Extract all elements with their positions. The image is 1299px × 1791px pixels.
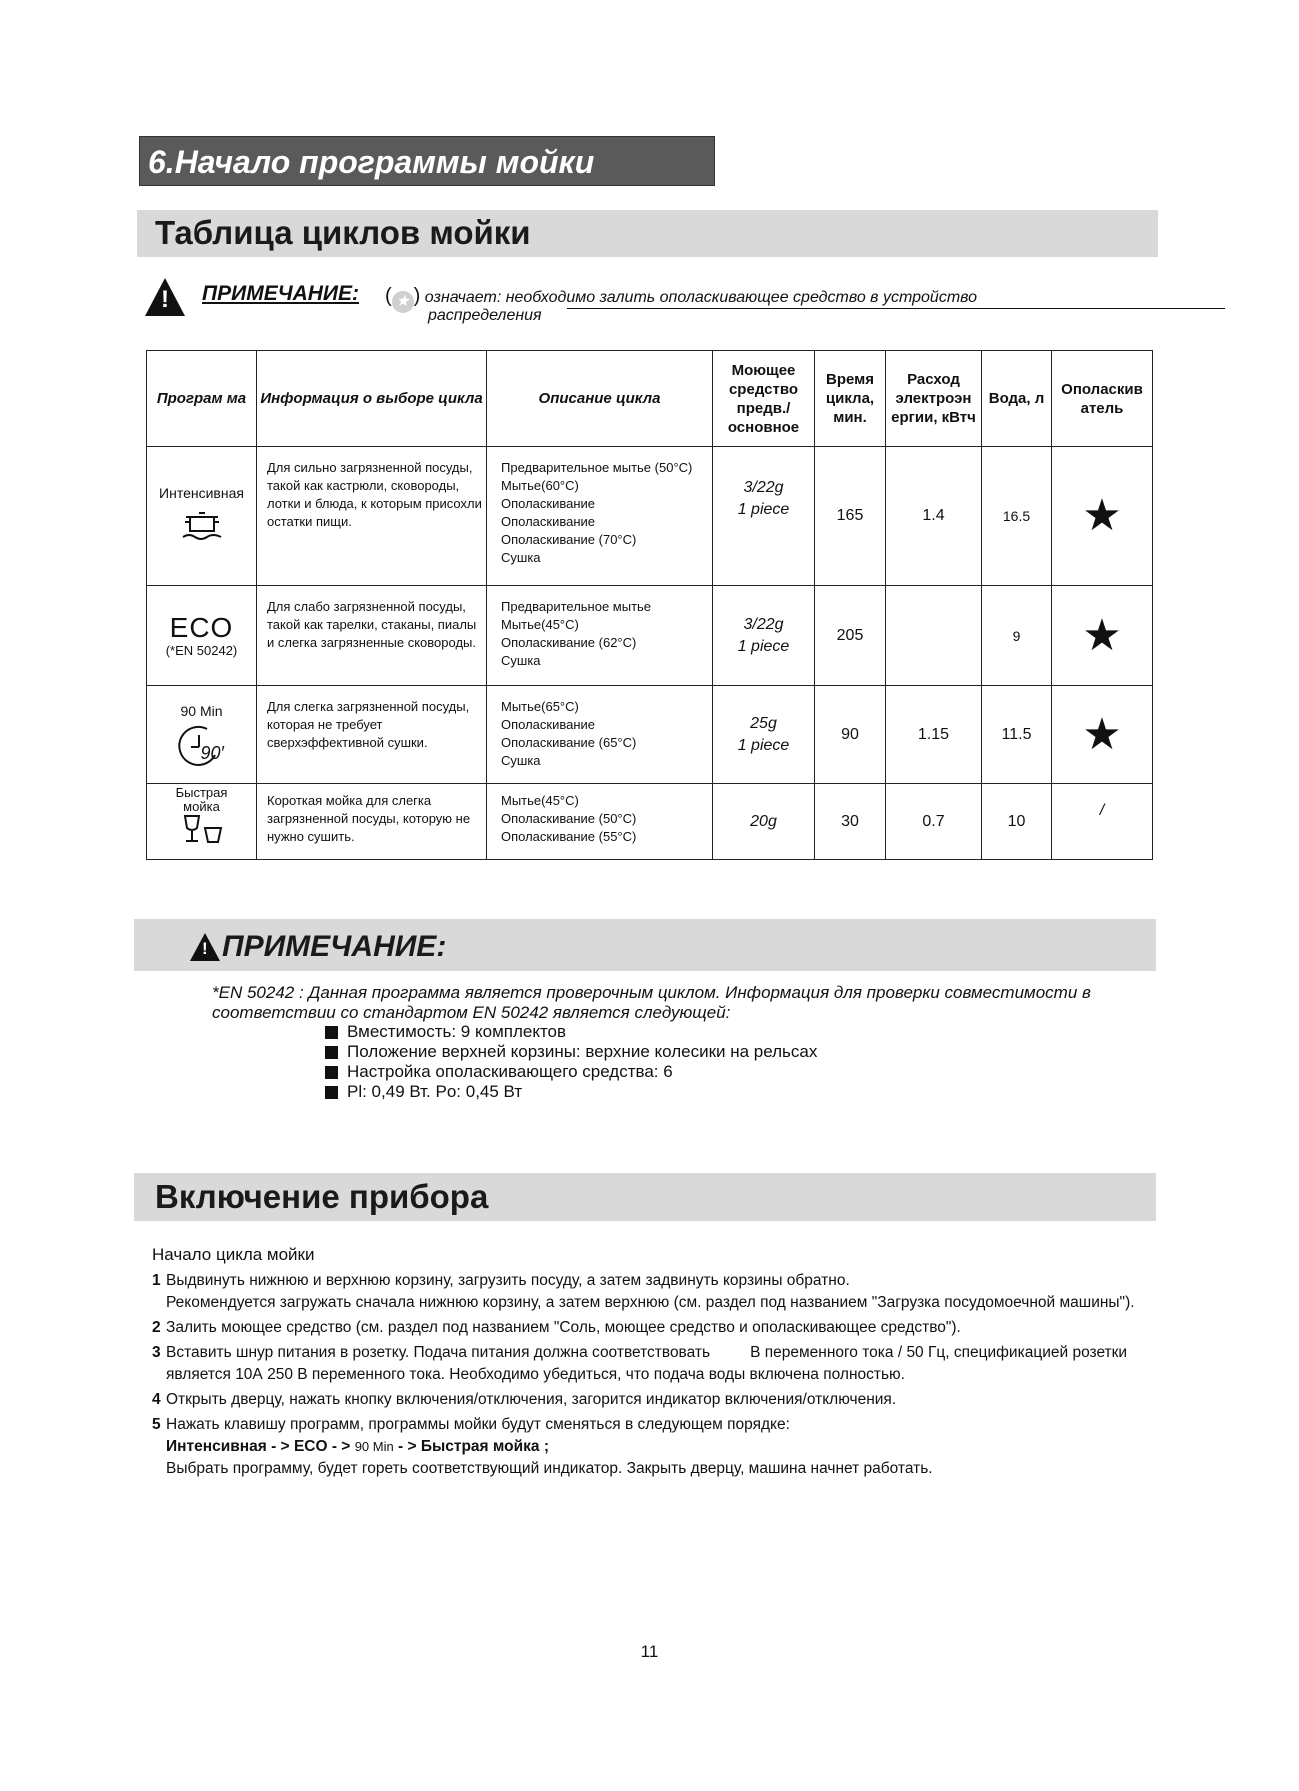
info-text: Для слабо загрязненной посуды, такой как тарелки, стаканы, пиалы и слегка загрязненные сковороды. [257, 586, 487, 686]
step-2: 2 Залить моющее средство (см. раздел под названием "Соль, моющее средство и ополаскивающее средство"). [152, 1319, 961, 1336]
note-body: *EN 50242 : Данная программа является проверочным циклом. Информация для проверки совместимости в соответствии со стандартом EN 50242 является следующей: [212, 983, 1091, 1022]
program-quick [147, 784, 257, 860]
energy-value: 1.4 [886, 447, 982, 586]
col-desc: Описание цикла [487, 351, 713, 447]
star-icon: ★ [1052, 447, 1153, 586]
table-header-row [147, 351, 1153, 447]
list-item: Вместимость: 9 комплектов [325, 1022, 817, 1042]
star-icon: ★ [392, 291, 414, 313]
table-row [147, 686, 1153, 784]
water-value: 10 [982, 784, 1052, 860]
program-eco [147, 586, 257, 686]
note-heading: ПРИМЕЧАНИЕ: [222, 930, 447, 963]
col-water: Вода, л [982, 351, 1052, 447]
table-row [147, 784, 1153, 860]
time-value: 165 [815, 447, 886, 586]
detergent-value: 20g [713, 784, 815, 860]
program-intensive [147, 447, 257, 586]
pot-icon [177, 505, 227, 545]
warning-icon: ! [190, 933, 220, 961]
rinse-value: / [1052, 784, 1153, 860]
water-value: 9 [982, 586, 1052, 686]
desc-list: Предварительное мытье Мытье(45°C) Ополаскивание (62°C) Сушка [487, 586, 713, 686]
energy-value: 1.15 [886, 686, 982, 784]
note-label: ПРИМЕЧАНИЕ: [202, 282, 360, 305]
section-title-power: Включение прибора [155, 1178, 489, 1215]
program-name: Интенсивная [159, 484, 244, 501]
energy-value [886, 586, 982, 686]
detergent-value: 3/22g 1 piece [713, 586, 815, 686]
info-text: Для сильно загрязненной посуды, такой как кастрюли, сковороды, лотки и блюда, к которым присохли остатки пищи. [257, 447, 487, 586]
info-text: Короткая мойка для слегка загрязненной посуды, которую не нужно сушить. [257, 784, 487, 860]
water-value: 16.5 [982, 447, 1052, 586]
table-row [147, 447, 1153, 586]
warning-icon: ! [145, 278, 185, 316]
eco-logo: ECO [169, 612, 234, 643]
col-energy: Расход электроэн ергии, кВтч [886, 351, 982, 447]
start-instructions [152, 1244, 1152, 1480]
note-text-cont: распределения [428, 307, 542, 324]
list-item: Положение верхней корзины: верхние колесики на рельсах [325, 1042, 817, 1062]
section-title-cycles: Таблица циклов мойки [155, 214, 531, 251]
step-4: 4 Открыть дверцу, нажать кнопку включения/отключения, загорится индикатор включения/отключения. [152, 1391, 897, 1408]
water-value: 11.5 [982, 686, 1052, 784]
star-icon: ★ [1052, 586, 1153, 686]
detergent-value: 3/22g 1 piece [713, 447, 815, 586]
instructions-heading: Начало цикла мойки [152, 1245, 315, 1264]
time-value: 205 [815, 586, 886, 686]
program-sub: (*EN 50242) [165, 643, 238, 658]
desc-list: Предварительное мытье (50°C) Мытье(60°C) Ополаскивание Ополаскивание Ополаскивание (70°C) Сушка [487, 447, 713, 586]
program-name: 90 Min [180, 702, 223, 719]
col-rinse: Ополаскив атель [1052, 351, 1153, 447]
time-value: 90 [815, 686, 886, 784]
table-row [147, 586, 1153, 686]
desc-list: Мытье(65°C) Ополаскивание Ополаскивание (65°C) Сушка [487, 686, 713, 784]
note-text: ( ★ ) означает: необходимо залить ополаскивающее средство в устройство [385, 285, 977, 313]
col-info: Информация о выборе цикла [257, 351, 487, 447]
energy-value: 0.7 [886, 784, 982, 860]
list-item: Настройка ополаскивающего средства: 6 [325, 1062, 817, 1082]
program-name: Быстрая мойка [175, 785, 228, 814]
step-1: 1 Выдвинуть нижнюю и верхнюю корзину, загрузить посуду, а затем задвинуть корзины обратно. Рекомендуется загружать сначала нижнюю корзину, а затем верхнюю (см. раздел под названием "Загрузка посудомоечной машины"). [152, 1272, 1135, 1311]
page-number: 11 [640, 1642, 659, 1661]
col-program: Програм ма [147, 351, 257, 447]
col-time: Время цикла, мин. [815, 351, 886, 447]
desc-list: Мытье(45°C) Ополаскивание (50°C) Ополаскивание (55°C) [487, 784, 713, 860]
step-5: 5 Нажать клавишу программ, программы мойки будут сменяться в следующем порядке: Интенсивная - > ECO - > 90 Min - > Быстрая мойка ; Выбрать программу, будет гореть соответствующий индикатор. Закрыть дверцу, машина начнет работать. [152, 1416, 933, 1477]
page-title: 6.Начало программы мойки [139, 136, 715, 186]
program-90min [147, 686, 257, 784]
cycle-table [146, 350, 1153, 860]
spec-list [325, 1022, 817, 1102]
time-value: 30 [815, 784, 886, 860]
col-detergent: Моющее средство предв./ основное [713, 351, 815, 447]
info-text: Для слегка загрязненной посуды, которая не требует сверхэффективной сушки. [257, 686, 487, 784]
star-icon: ★ [1052, 686, 1153, 784]
glass-cup-icon [177, 814, 227, 844]
step-3: 3 Вставить шнур питания в розетку. Подача питания должна соответствовать В переменного тока / 50 Гц, спецификацией розетки является 10А 250 В переменного тока. Необходимо убедиться, что подача воды включена полностью. [152, 1344, 1128, 1383]
clock-icon: 90′ [177, 723, 227, 767]
list-item: Pl: 0,49 Вт. Po: 0,45 Вт [325, 1082, 817, 1102]
detergent-value: 25g 1 piece [713, 686, 815, 784]
